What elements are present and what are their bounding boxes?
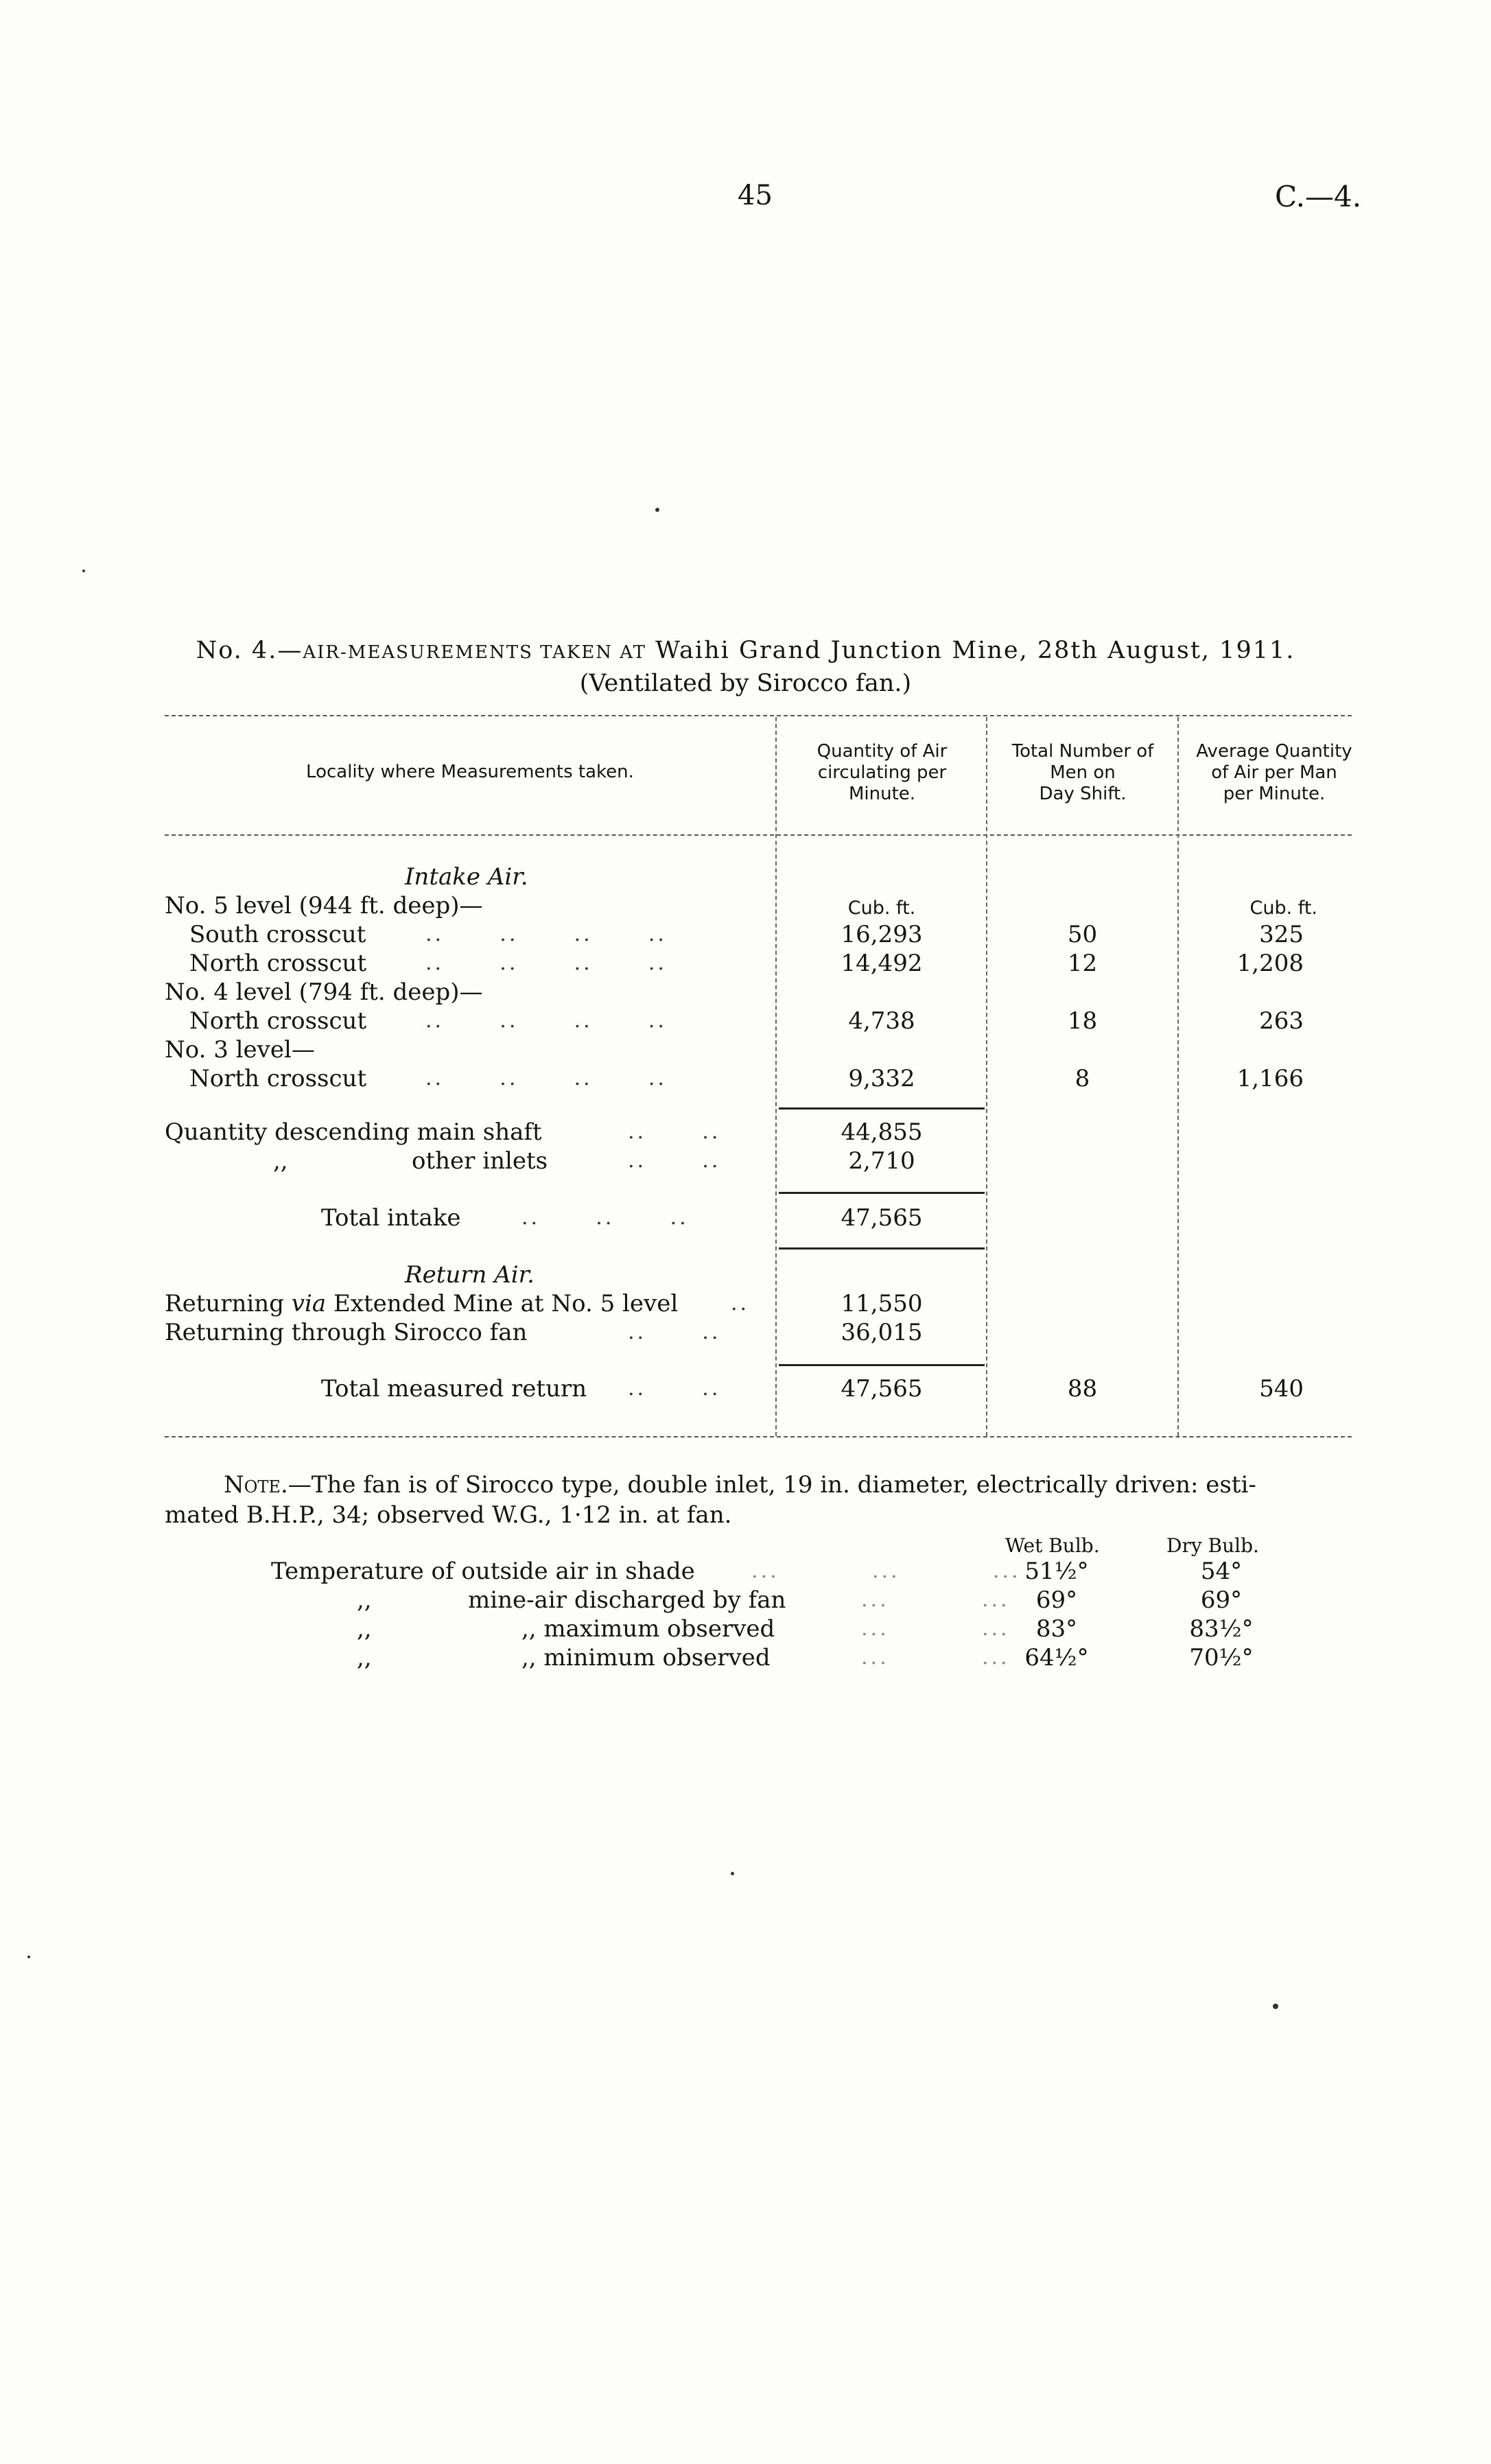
table-subtitle: (Ventilated by Sirocco fan.) — [579, 670, 912, 697]
north-crosscut-5-average: 1,208 — [1236, 950, 1304, 977]
total-return-men: 88 — [1067, 1375, 1098, 1403]
returning-via-quantity: 11,550 — [841, 1290, 923, 1317]
document-code: C.—4. — [1275, 180, 1362, 213]
scan-speck — [655, 508, 659, 512]
leader-dots: ... ... — [861, 1588, 1010, 1612]
subtotal-rule — [779, 1107, 985, 1110]
north-crosscut-5-men: 12 — [1067, 950, 1098, 977]
leader-dots: .. .. .. .. — [425, 922, 667, 946]
temperature-dry-value: 54° — [1200, 1558, 1243, 1585]
table-top-rule — [165, 715, 1352, 716]
table-bottom-rule — [165, 1436, 1352, 1438]
title-prefix: No. 4.— — [196, 637, 303, 664]
column-header-average: Average Quantity of Air per Man per Minute. — [1196, 741, 1352, 804]
return-air-heading: Return Air. — [405, 1261, 535, 1289]
south-crosscut-average: 325 — [1259, 921, 1304, 948]
north-crosscut-3-quantity: 9,332 — [848, 1065, 915, 1092]
other-inlets-quantity: 2,710 — [848, 1147, 915, 1175]
north-crosscut-4-average: 263 — [1259, 1007, 1304, 1035]
dry-bulb-header: Dry Bulb. — [1166, 1534, 1259, 1557]
unit-label-average: Cub. ft. — [1249, 897, 1317, 919]
temperature-ditto: ,, — [357, 1644, 372, 1671]
temperature-row-label: ,, maximum observed — [521, 1615, 775, 1643]
north-crosscut-5-quantity: 14,492 — [841, 950, 923, 977]
column-divider-1 — [775, 717, 777, 1436]
north-crosscut-4-men: 18 — [1067, 1007, 1098, 1035]
returning-via-label: Returning via Extended Mine at No. 5 level — [165, 1290, 679, 1317]
temperature-wet-value: 69° — [1035, 1586, 1078, 1614]
scan-speck — [731, 1872, 734, 1875]
note-lead: Note. — [224, 1471, 288, 1499]
column-divider-3 — [1177, 717, 1179, 1436]
temperature-dry-value: 70½° — [1189, 1644, 1254, 1671]
south-crosscut-label: South crosscut — [189, 921, 366, 948]
leader-dots: .. .. .. .. — [425, 1009, 667, 1033]
level-4-heading: No. 4 level (794 ft. deep)— — [165, 978, 483, 1006]
temperature-dry-value: 83½° — [1189, 1615, 1254, 1643]
north-crosscut-3-label: North crosscut — [189, 1065, 367, 1092]
north-crosscut-4-label: North crosscut — [189, 1007, 367, 1035]
leader-dots: .. .. .. .. — [425, 1066, 667, 1090]
note-text-line2: mated B.H.P., 34; observed W.G., 1·12 in. at fan. — [165, 1501, 732, 1529]
temperature-ditto: ,, — [357, 1615, 372, 1643]
total-return-quantity: 47,565 — [841, 1375, 923, 1403]
scan-speck — [82, 570, 85, 572]
wet-bulb-header: Wet Bulb. — [1005, 1534, 1100, 1557]
page-number: 45 — [738, 180, 773, 211]
leader-dots: .. .. — [628, 1120, 721, 1144]
column-header-quantity: Quantity of Air circulating per Minute. — [817, 741, 948, 804]
column-divider-2 — [986, 717, 987, 1436]
table-title — [0, 637, 1491, 664]
leader-dots: .. .. — [628, 1376, 721, 1400]
unit-label-quantity: Cub. ft. — [847, 897, 916, 919]
intake-air-heading: Intake Air. — [405, 863, 528, 891]
south-crosscut-men: 50 — [1067, 921, 1098, 948]
scan-speck — [27, 1956, 30, 1958]
south-crosscut-quantity: 16,293 — [841, 921, 923, 948]
scan-speck — [1273, 2004, 1278, 2009]
total-return-rule — [779, 1364, 985, 1366]
returning-fan-quantity: 36,015 — [841, 1319, 923, 1346]
level-5-heading: No. 5 level (944 ft. deep)— — [165, 892, 483, 919]
title-mine-name: Waihi Grand Junction Mine, — [655, 637, 1029, 664]
north-crosscut-4-quantity: 4,738 — [848, 1007, 915, 1035]
north-crosscut-5-label: North crosscut — [189, 950, 367, 977]
total-return-average: 540 — [1259, 1375, 1304, 1403]
total-return-label: Total measured return — [321, 1375, 587, 1403]
title-small-caps: AIR-MEASUREMENTS TAKEN AT — [303, 642, 646, 663]
temperature-ditto: ,, — [357, 1586, 372, 1614]
note-text-line1: —The fan is of Sirocco type, double inlet, 19 in. diameter, electrically driven: esti- — [287, 1471, 1256, 1499]
descending-main-shaft-label: Quantity descending main shaft — [165, 1118, 542, 1146]
temperature-wet-value: 64½° — [1024, 1644, 1089, 1671]
total-intake-rule — [779, 1192, 985, 1194]
leader-dots: .. .. — [628, 1320, 721, 1344]
other-inlets-ditto: ,, — [273, 1147, 288, 1175]
temperature-row-label: Temperature of outside air in shade — [271, 1558, 695, 1585]
other-inlets-label: other inlets — [412, 1147, 548, 1175]
north-crosscut-3-average: 1,166 — [1236, 1065, 1304, 1092]
header-bottom-rule — [165, 834, 1352, 836]
leader-dots: .. — [731, 1291, 750, 1315]
temperature-wet-value: 51½° — [1024, 1558, 1089, 1585]
leader-dots: .. .. .. — [521, 1206, 689, 1230]
title-date: 28th August, 1911. — [1037, 637, 1295, 664]
column-header-men: Total Number of Men on Day Shift. — [1011, 741, 1154, 804]
north-crosscut-3-men: 8 — [1075, 1065, 1090, 1092]
temperature-row-label: mine-air discharged by fan — [468, 1586, 786, 1614]
total-intake-quantity: 47,565 — [841, 1204, 923, 1232]
returning-fan-label: Returning through Sirocco fan — [165, 1319, 528, 1346]
column-header-locality: Locality where Measurements taken. — [306, 762, 634, 782]
leader-dots: .. .. .. .. — [425, 951, 667, 975]
descending-main-shaft-quantity: 44,855 — [841, 1118, 923, 1146]
total-intake-under-rule — [779, 1247, 985, 1249]
leader-dots: ... ... — [861, 1645, 1010, 1669]
level-3-heading: No. 3 level— — [165, 1036, 315, 1064]
total-intake-label: Total intake — [321, 1204, 461, 1232]
temperature-dry-value: 69° — [1200, 1586, 1243, 1614]
temperature-wet-value: 83° — [1035, 1615, 1078, 1643]
leader-dots: ... ... ... — [751, 1559, 1021, 1583]
note-paragraph — [165, 1470, 1362, 1530]
via-italic: via — [291, 1290, 327, 1317]
leader-dots: .. .. — [628, 1149, 721, 1173]
leader-dots: ... ... — [861, 1617, 1010, 1641]
temperature-row-label: ,, minimum observed — [521, 1644, 771, 1671]
